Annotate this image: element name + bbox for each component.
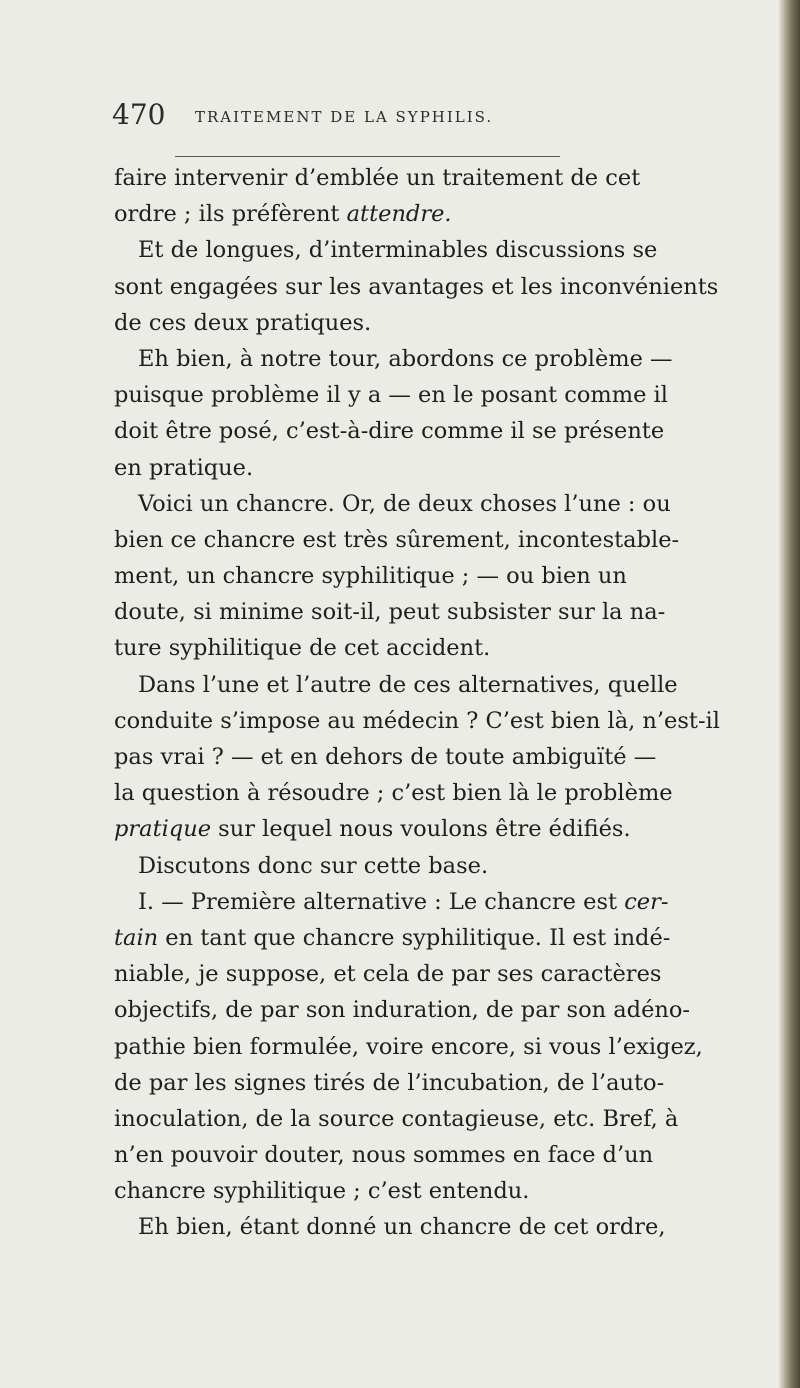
text-line-part: objectifs, de par son induration, de par son adéno- <box>114 997 691 1024</box>
text-line <box>114 196 714 232</box>
text-line <box>114 630 714 666</box>
text-line-part: en tant que chancre syphilitique. Il est indé- <box>158 924 671 951</box>
text-line <box>114 486 714 522</box>
text-line-part: ordre ; ils préfèrent <box>114 201 347 228</box>
text-line-part: Eh bien, à notre tour, abordons ce problème — <box>138 345 673 372</box>
text-line <box>114 848 714 884</box>
text-line-part: pas vrai ? — et en dehors de toute ambiguïté — <box>114 744 657 770</box>
text-line <box>114 160 714 196</box>
text-line-part: de par les signes tirés de l’incubation, de l’auto- <box>114 1069 665 1096</box>
text-line <box>114 558 714 594</box>
text-line <box>114 305 714 341</box>
text-line <box>114 1209 714 1245</box>
text-line <box>114 377 714 413</box>
text-line-emphasis: cer- <box>624 888 669 915</box>
text-line-part: n’en pouvoir douter, nous sommes en face d’un <box>114 1142 654 1169</box>
text-line-part: Discutons donc sur cette base. <box>138 852 489 879</box>
text-line <box>114 413 714 449</box>
text-line <box>114 522 714 558</box>
text-line <box>114 884 714 920</box>
text-line <box>114 1137 714 1173</box>
text-line-part: en pratique. <box>114 454 254 481</box>
text-line <box>114 269 719 305</box>
body-text <box>114 160 720 1246</box>
text-line-part: chancre syphilitique ; c’est entendu. <box>114 1178 530 1205</box>
text-line <box>114 992 714 1028</box>
text-line-part: pathie bien formulée, voire encore, si vous l’exigez, <box>114 1033 703 1060</box>
running-title: TRAITEMENT DE LA SYPHILIS. <box>195 108 494 126</box>
text-line-part: I. — Première alternative : Le chancre est <box>138 888 625 915</box>
text-line <box>114 811 714 847</box>
text-line-part: conduite s’impose au médecin ? C’est bien là, n’est-il <box>114 707 720 734</box>
text-line-part: bien ce chancre est très sûrement, incontestable- <box>114 526 680 553</box>
text-line-part: ture syphilitique de cet accident. <box>114 635 491 662</box>
text-line <box>114 667 714 703</box>
text-line-part: faire intervenir d’emblée un traitement de cet <box>114 165 641 191</box>
text-line-part: sur lequel nous voulons être édifiés. <box>211 816 631 843</box>
text-line-part: inoculation, de la source contagieuse, etc. Bref, à <box>114 1105 679 1132</box>
text-line-part: niable, je suppose, et cela de par ses caractères <box>114 961 662 988</box>
text-line-part: de ces deux pratiques. <box>114 309 372 336</box>
text-line <box>114 739 714 775</box>
text-line-part: Voici un chancre. Or, de deux choses l’une : ou <box>138 490 671 517</box>
text-line-emphasis: tain <box>114 924 159 951</box>
text-line <box>114 594 714 630</box>
text-line <box>114 1065 714 1101</box>
text-line-part: Eh bien, étant donné un chancre de cet ordre, <box>138 1214 666 1241</box>
text-line-emphasis: attendre. <box>346 201 452 228</box>
header-rule <box>175 156 560 157</box>
page-number: 470 <box>112 98 166 131</box>
text-line <box>114 703 720 739</box>
text-line <box>114 341 714 377</box>
text-line-part: doute, si minime soit-il, peut subsister sur la na- <box>114 599 666 626</box>
text-line <box>114 1173 714 1209</box>
text-line <box>114 450 714 486</box>
text-line-part: Dans l’une et l’autre de ces alternatives, quelle <box>138 671 678 698</box>
text-line-part: puisque problème il y a — en le posant comme il <box>114 382 668 409</box>
text-line <box>114 775 714 811</box>
text-line-part: sont engagées sur les avantages et les inconvénients <box>114 273 719 300</box>
text-line <box>114 1101 714 1137</box>
text-line <box>114 232 714 268</box>
page-header <box>112 96 572 136</box>
text-line <box>114 1029 714 1065</box>
text-line <box>114 956 714 992</box>
text-line-part: ment, un chancre syphilitique ; — ou bien un <box>114 563 627 590</box>
text-line-part: Et de longues, d’interminables discussions se <box>138 237 658 264</box>
text-line-part: la question à résoudre ; c’est bien là le problème <box>114 780 673 807</box>
text-line-emphasis: pratique <box>114 816 212 843</box>
text-line-part: doit être posé, c’est-à-dire comme il se présente <box>114 418 665 445</box>
page-edge-shadow <box>778 0 800 1388</box>
text-line <box>114 920 714 956</box>
